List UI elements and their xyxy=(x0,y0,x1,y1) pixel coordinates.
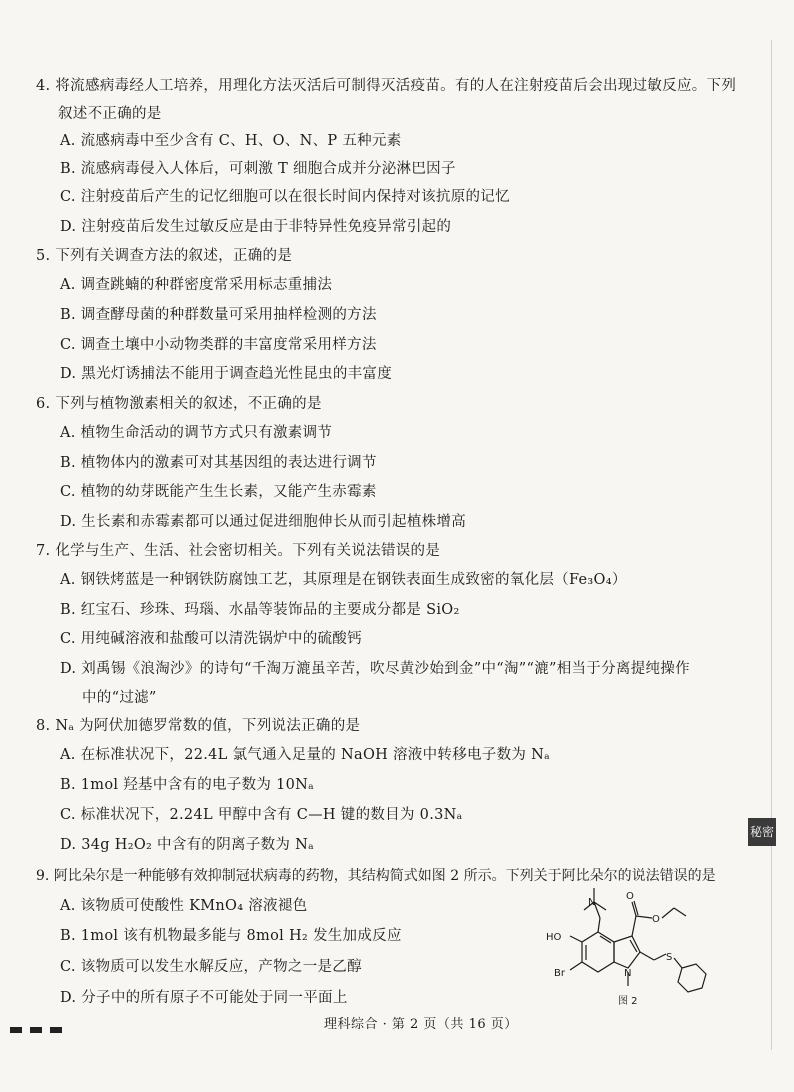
q5-option-d: D. 黑光灯诱捕法不能用于调查趋光性昆虫的丰富度 xyxy=(60,366,393,382)
page-edge xyxy=(771,40,772,1050)
q6-option-d: D. 生长素和赤霉素都可以通过促进细胞伸长从而引起植株增高 xyxy=(60,514,467,530)
q6-stem: 6. 下列与植物激素相关的叙述，不正确的是 xyxy=(36,396,322,412)
q5-option-b: B. 调查酵母菌的种群数量可采用抽样检测的方法 xyxy=(60,307,377,323)
q5-stem: 5. 下列有关调查方法的叙述，正确的是 xyxy=(36,248,293,264)
structure-label-o-ester: O xyxy=(652,914,660,925)
q4-option-d: D. 注射疫苗后发生过敏反应是由于非特异性免疫异常引起的 xyxy=(60,219,452,235)
registration-marks xyxy=(10,1018,70,1037)
q8-option-a: A. 在标准状况下，22.4L 氯气通入足量的 NaOH 溶液中转移电子数为 Nₐ xyxy=(60,747,550,763)
q8-option-b: B. 1mol 羟基中含有的电子数为 10Nₐ xyxy=(60,777,315,793)
q6-option-a: A. 植物生命活动的调节方式只有激素调节 xyxy=(60,425,333,441)
registration-mark xyxy=(10,1027,22,1033)
q7-option-a: A. 钢铁烤蓝是一种钢铁防腐蚀工艺，其原理是在钢铁表面生成致密的氧化层（Fe₃O₄） xyxy=(60,572,627,588)
registration-mark xyxy=(30,1027,42,1033)
q9-option-a: A. 该物质可使酸性 KMnO₄ 溶液褪色 xyxy=(60,898,308,914)
structure-label-n-ring: N xyxy=(624,968,632,979)
q4-option-c: C. 注射疫苗后产生的记忆细胞可以在很长时间内保持对该抗原的记忆 xyxy=(60,189,510,205)
q9-option-b: B. 1mol 该有机物最多能与 8mol H₂ 发生加成反应 xyxy=(60,928,402,944)
q5-option-a: A. 调查跳蝻的种群密度常采用标志重捕法 xyxy=(60,277,333,293)
structure-label-n-amine: N xyxy=(588,897,596,908)
figure-caption: 图 2 xyxy=(618,996,638,1007)
confidential-tab: 秘密 xyxy=(748,818,776,846)
q9-stem: 9. 阿比朵尔是一种能够有效抑制冠状病毒的药物，其结构简式如图 2 所示。下列关于阿比朵尔的说法错误的是 xyxy=(36,868,716,884)
arbidol-structure-figure xyxy=(540,880,720,1005)
q7-option-d-cont: 中的“过滤” xyxy=(82,690,157,706)
q7-option-c: C. 用纯碱溶液和盐酸可以清洗锅炉中的硫酸钙 xyxy=(60,631,362,647)
structure-label-ho: HO xyxy=(546,932,562,943)
q4-option-b: B. 流感病毒侵入人体后，可刺激 T 细胞合成并分泌淋巴因子 xyxy=(60,161,456,177)
q7-option-b: B. 红宝石、珍珠、玛瑙、水晶等装饰品的主要成分都是 SiO₂ xyxy=(60,602,460,618)
q9-option-c: C. 该物质可以发生水解反应，产物之一是乙醇 xyxy=(60,959,362,975)
q4-stem-cont: 叙述不正确的是 xyxy=(58,106,162,122)
q8-option-c: C. 标准状况下，2.24L 甲醇中含有 C—H 键的数目为 0.3Nₐ xyxy=(60,807,463,823)
structure-label-br: Br xyxy=(554,968,565,979)
registration-mark xyxy=(50,1027,62,1033)
structure-label-s: S xyxy=(666,952,673,963)
q4-option-a: A. 流感病毒中至少含有 C、H、O、N、P 五种元素 xyxy=(60,133,402,149)
q5-option-c: C. 调查土壤中小动物类群的丰富度常采用样方法 xyxy=(60,337,377,353)
q4-stem: 4. 将流感病毒经人工培养，用理化方法灭活后可制得灭活疫苗。有的人在注射疫苗后会出现过敏反应。下列 xyxy=(36,78,737,94)
q9-option-d: D. 分子中的所有原子不可能处于同一平面上 xyxy=(60,990,348,1006)
structure-label-o-carbonyl: O xyxy=(626,891,634,902)
q6-option-c: C. 植物的幼芽既能产生生长素，又能产生赤霉素 xyxy=(60,484,377,500)
q7-option-d: D. 刘禹锡《浪淘沙》的诗句“千淘万漉虽辛苦，吹尽黄沙始到金”中“淘”“漉”相当于分离提纯操作 xyxy=(60,661,690,677)
q7-stem: 7. 化学与生产、生活、社会密切相关。下列有关说法错误的是 xyxy=(36,543,441,559)
q6-option-b: B. 植物体内的激素可对其基因组的表达进行调节 xyxy=(60,455,377,471)
page-footer: 理科综合 · 第 2 页（共 16 页） xyxy=(324,1017,518,1032)
q8-stem: 8. Nₐ 为阿伏加德罗常数的值，下列说法正确的是 xyxy=(36,718,361,734)
q8-option-d: D. 34g H₂O₂ 中含有的阴离子数为 Nₐ xyxy=(60,837,315,853)
